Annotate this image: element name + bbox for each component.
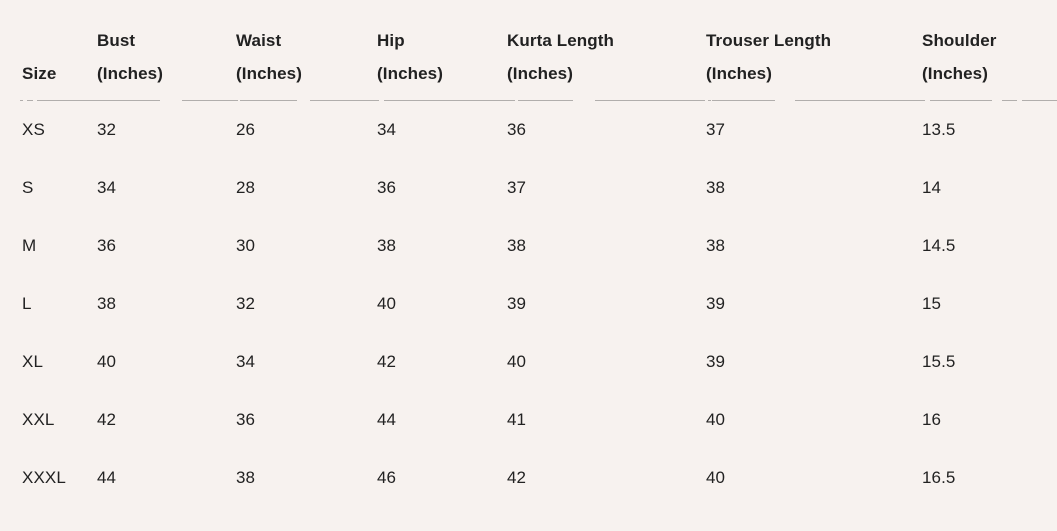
table-cell-waist: 34	[236, 352, 256, 371]
table-cell-size: XL	[22, 352, 43, 371]
divider-segment	[795, 100, 925, 101]
table-cell-bust: 38	[97, 294, 117, 313]
table-cell-kurta-length: 39	[507, 294, 527, 313]
table-cell-shoulder: 15	[922, 294, 942, 313]
table-cell-size: XS	[22, 120, 45, 139]
divider-segment	[37, 100, 160, 101]
table-cell-bust: 44	[97, 468, 117, 487]
table-cell-size: XXXL	[22, 468, 66, 487]
table-cell-bust: 34	[97, 178, 117, 197]
divider-segment	[1022, 100, 1057, 101]
table-cell-size: L	[22, 294, 32, 313]
table-cell-shoulder: 15.5	[922, 352, 956, 371]
column-header-hip-label: Hip	[377, 31, 405, 50]
column-header-waist	[236, 0, 377, 101]
column-header-bust	[97, 0, 236, 101]
table-cell-hip: 42	[377, 352, 397, 371]
header-divider	[0, 100, 1057, 102]
table-cell-trouser-length: 38	[706, 178, 726, 197]
table-cell-hip: 44	[377, 410, 397, 429]
table-cell-trouser-length: 40	[706, 410, 726, 429]
table-cell-trouser-length: 40	[706, 468, 726, 487]
column-header-kurta-length-label: Kurta Length	[507, 31, 614, 50]
column-header-shoulder	[922, 0, 1049, 101]
table-cell-kurta-length: 41	[507, 410, 527, 429]
column-header-hip-unit: (Inches)	[377, 64, 443, 83]
column-header-kurta-length	[507, 0, 706, 101]
column-header-size	[22, 0, 97, 101]
table-cell-trouser-length: 38	[706, 236, 726, 255]
table-cell-waist: 30	[236, 236, 256, 255]
table-cell-shoulder: 14.5	[922, 236, 956, 255]
column-header-trouser-length	[706, 0, 922, 101]
table-cell-hip: 40	[377, 294, 397, 313]
table-cell-bust: 42	[97, 410, 117, 429]
table-cell-size: M	[22, 236, 37, 255]
column-header-waist-unit: (Inches)	[236, 64, 302, 83]
divider-segment	[240, 100, 297, 101]
table-cell-size: S	[22, 178, 34, 197]
divider-segment	[384, 100, 515, 101]
table-cell-hip: 36	[377, 178, 397, 197]
table-cell-waist: 38	[236, 468, 256, 487]
table-cell-kurta-length: 42	[507, 468, 527, 487]
column-header-kurta-length-unit: (Inches)	[507, 64, 573, 83]
column-header-waist-label: Waist	[236, 31, 282, 50]
divider-segment	[182, 100, 238, 101]
divider-segment	[1002, 100, 1017, 101]
table-cell-trouser-length: 37	[706, 120, 726, 139]
table-cell-waist: 26	[236, 120, 256, 139]
divider-segment	[708, 100, 711, 101]
table-cell-shoulder: 13.5	[922, 120, 956, 139]
table-cell-trouser-length: 39	[706, 294, 726, 313]
table-cell-kurta-length: 40	[507, 352, 527, 371]
table-cell-bust: 32	[97, 120, 117, 139]
table-cell-hip: 38	[377, 236, 397, 255]
table-cell-waist: 36	[236, 410, 256, 429]
table-cell-shoulder: 16	[922, 410, 942, 429]
divider-segment	[518, 100, 573, 101]
table-cell-kurta-length: 37	[507, 178, 527, 197]
table-cell-trouser-length: 39	[706, 352, 726, 371]
table-cell-bust: 36	[97, 236, 117, 255]
table-cell-kurta-length: 36	[507, 120, 527, 139]
divider-segment	[310, 100, 379, 101]
divider-segment	[27, 100, 33, 101]
table-cell-kurta-length: 38	[507, 236, 527, 255]
table-cell-size: XXL	[22, 410, 55, 429]
table-cell-hip: 46	[377, 468, 397, 487]
column-header-bust-unit: (Inches)	[97, 64, 163, 83]
column-header-trouser-length-label: Trouser Length	[706, 31, 832, 50]
column-header-trouser-length-unit: (Inches)	[706, 64, 772, 83]
table-cell-shoulder: 16.5	[922, 468, 956, 487]
column-header-size-label: Size	[22, 64, 57, 83]
table-cell-bust: 40	[97, 352, 117, 371]
divider-segment	[712, 100, 775, 101]
divider-segment	[20, 100, 23, 101]
column-header-hip	[377, 0, 507, 101]
column-header-shoulder-unit: (Inches)	[922, 64, 988, 83]
table-cell-hip: 34	[377, 120, 397, 139]
table-cell-shoulder: 14	[922, 178, 942, 197]
divider-segment	[930, 100, 992, 101]
table-cell-waist: 32	[236, 294, 256, 313]
column-header-bust-label: Bust	[97, 31, 136, 50]
table-cell-waist: 28	[236, 178, 256, 197]
divider-segment	[595, 100, 705, 101]
column-header-shoulder-label: Shoulder	[922, 31, 997, 50]
